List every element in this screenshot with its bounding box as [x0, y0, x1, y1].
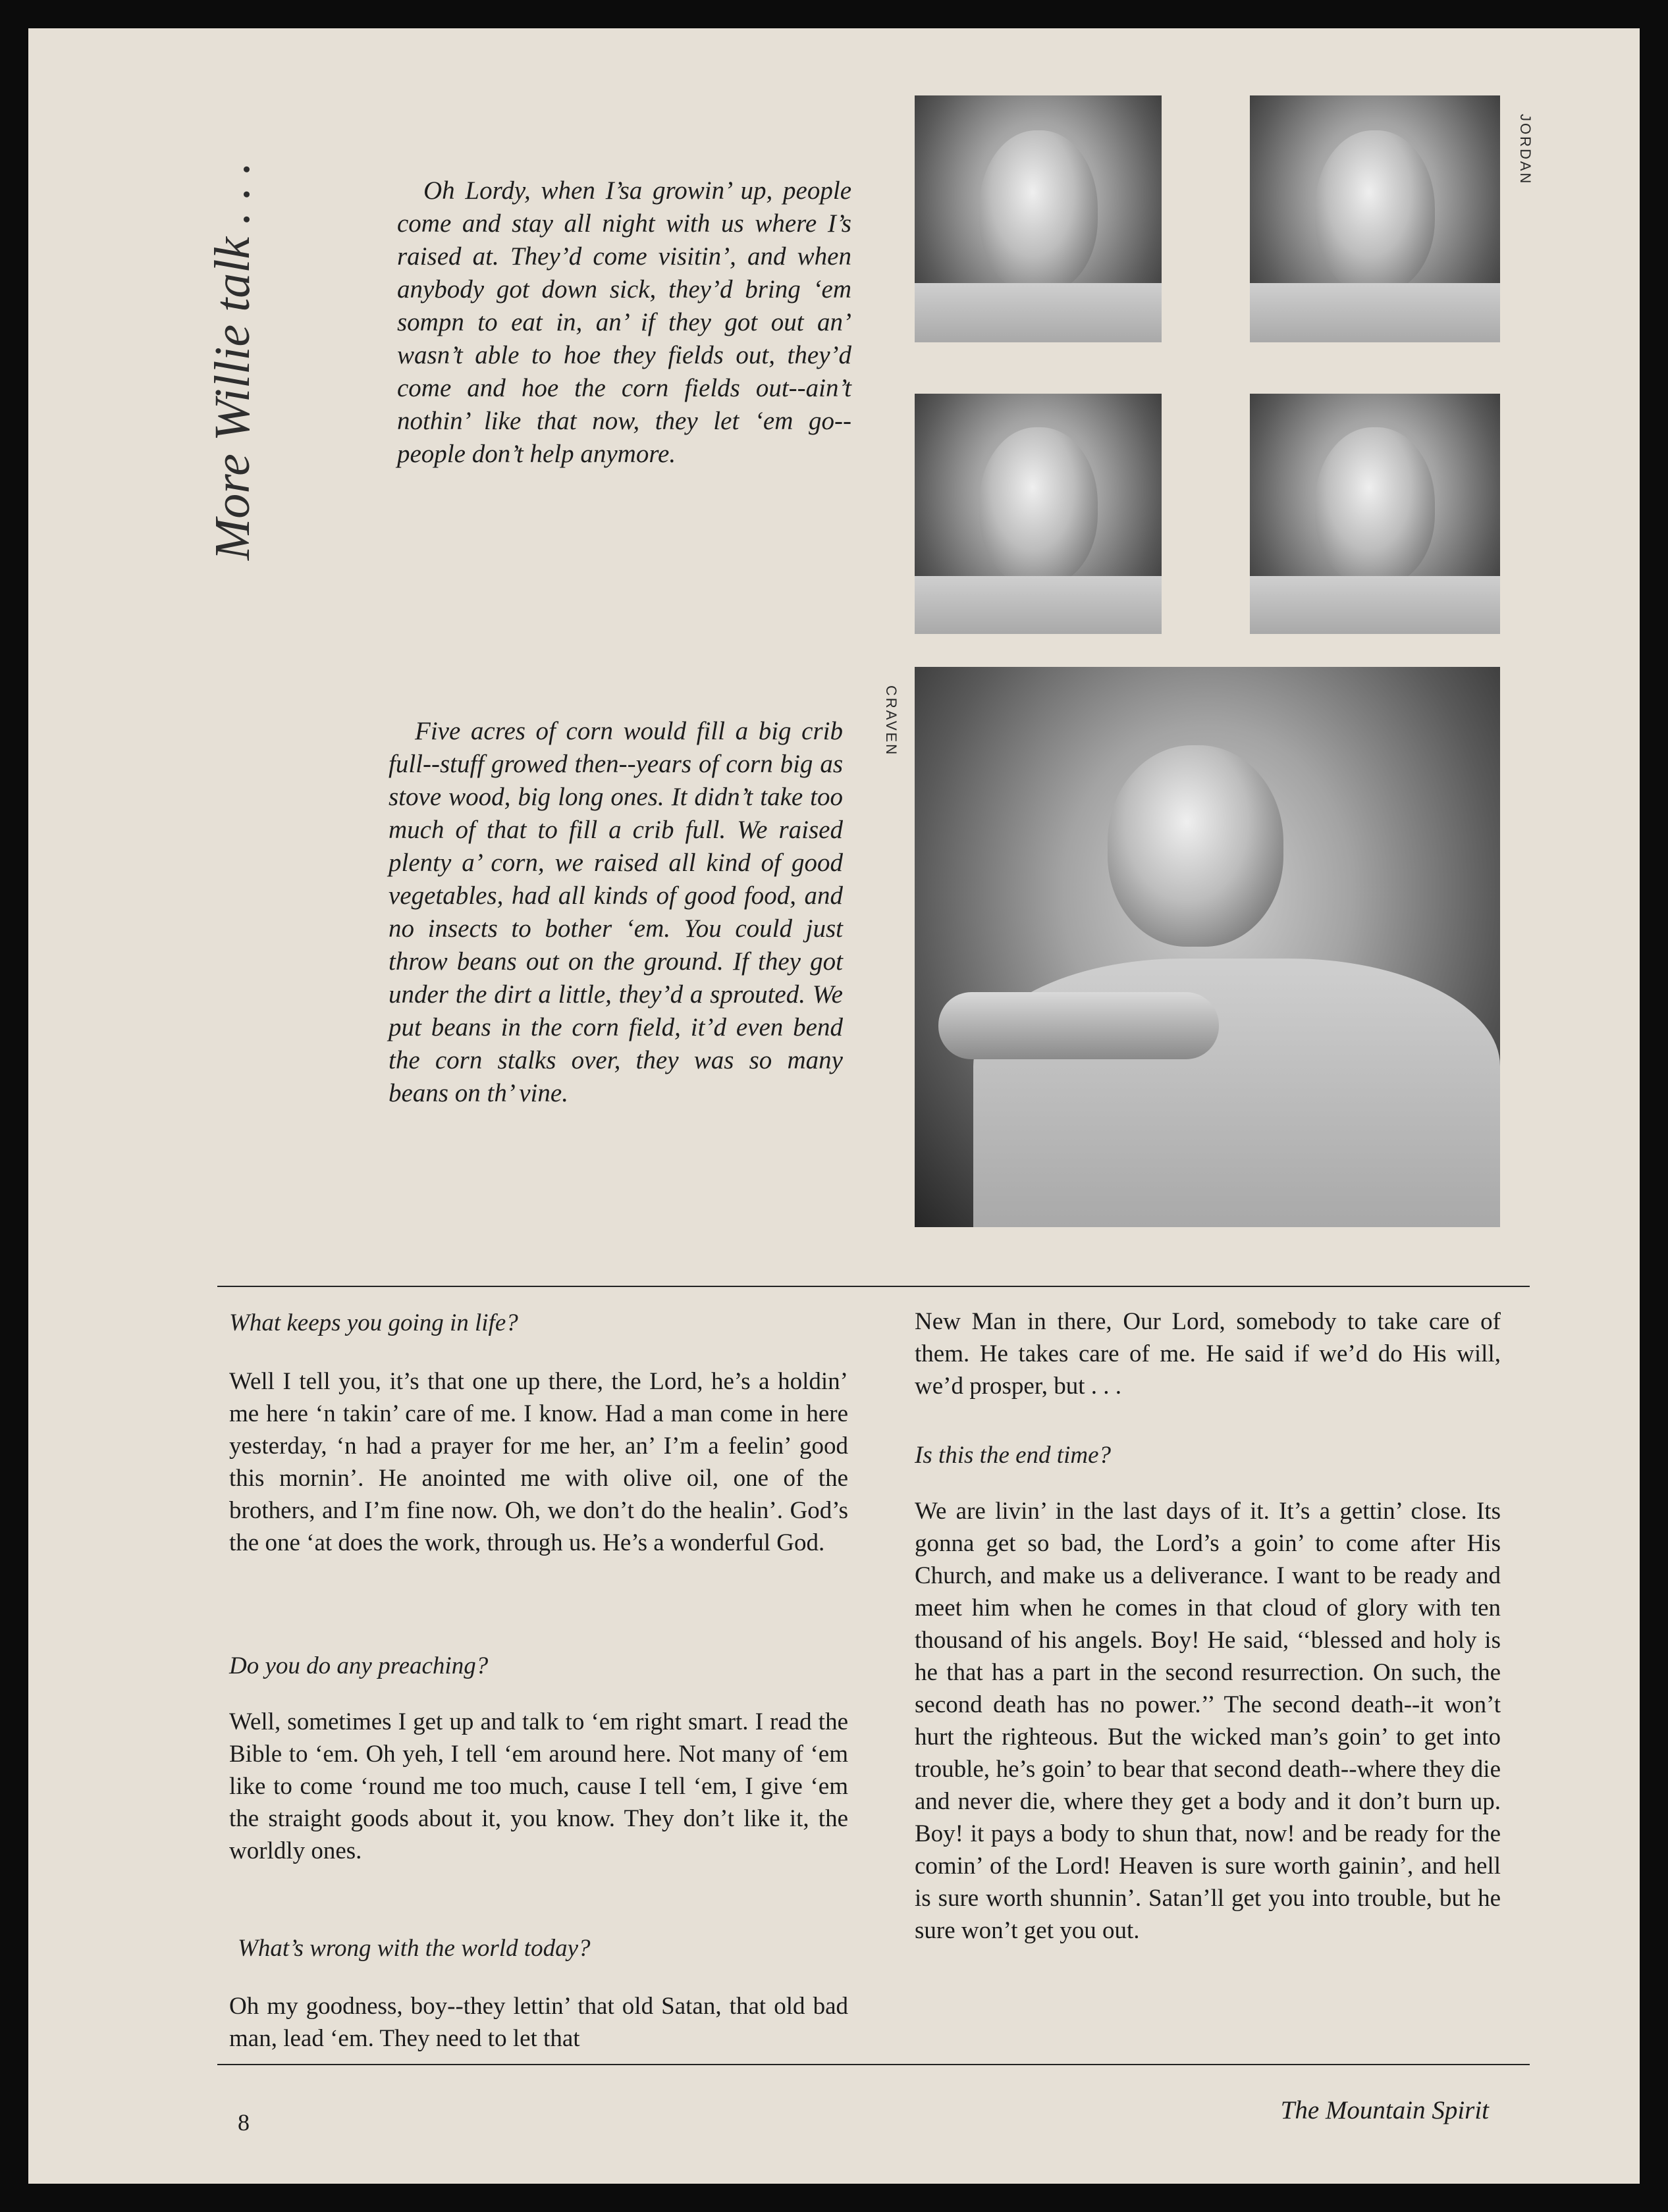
photo-credit-middle: CRAVEN — [883, 685, 900, 757]
answer-1: Well I tell you, it’s that one up there, the Lord, he’s a holdin’ me here ‘n takin’ care of me. I know. Had a man come in here yesterday, ‘n had a prayer for me her, an’ I’m a feelin’ good this mornin’. He anointed me with olive oil, one of the brothers, and I’m fine now. Oh, we don’t do the healin’. God’s the one ‘at does the work, through us. He’s a wonderful God. — [229, 1368, 848, 1556]
answer-2: Well, sometimes I get up and talk to ‘em right smart. I read the Bible to ‘em. Oh yeh, I tell ‘em around here. Not many of ‘em like to come ‘round me too much, cause I tell ‘em, I give ‘em the straight goods about it, you know. They don’t like it, the worldly ones. — [229, 1708, 848, 1864]
portrait-photo-1 — [915, 95, 1162, 342]
page-number: 8 — [238, 2109, 250, 2136]
portrait-photo-large — [915, 667, 1500, 1227]
portrait-photo-3 — [915, 394, 1162, 634]
magazine-page — [28, 28, 1640, 2184]
question-2: Do you do any preaching? — [229, 1652, 489, 1679]
question-1: What keeps you going in life? — [229, 1309, 518, 1336]
answer-3: Oh my goodness, boy--they lettin’ that old Satan, that old bad man, lead ‘em. They need to let that — [229, 1993, 848, 2052]
question-4: Is this the end time? — [915, 1442, 1112, 1469]
bottom-rule — [217, 2064, 1530, 2065]
portrait-photo-4 — [1250, 394, 1500, 634]
photo-credit-top: JORDAN — [1517, 114, 1534, 186]
question-3: What’s wrong with the world today? — [238, 1935, 591, 1962]
publication-name: The Mountain Spirit — [1280, 2096, 1489, 2124]
quote-first: Oh Lordy, when I’sa growin’ up, people come and stay all night with us where I’s raised at. They’d come visitin’, and when anybody got down sick, they’d bring ‘em sompn to eat in, an’ if they got out an’ wasn’t able to hoe they fields out, they’d come and hoe the corn fields out--ain’t nothin’ like that now, they let ‘em go--people don’t help anymore. — [397, 176, 851, 468]
section-title: More Willie talk . . . — [205, 161, 260, 560]
answer-3-continued: New Man in there, Our Lord, somebody to take care of them. He takes care of me. He said if we’d do His will, we’d prosper, but . . . — [915, 1308, 1501, 1400]
quote-second: Five acres of corn would fill a big crib full--stuff growed then--years of corn big as stove wood, big long ones. It didn’t take too much of that to fill a crib full. We raised plenty a’ corn, we raised all kind of good vegetables, had all kinds of good food, and no insects to bother ‘em. You could just throw beans out on the ground. If they got under the dirt a little, they’d a sprouted. We put beans in the corn field, it’d even bend the corn stalks over, they was so many beans on th’ vine. — [389, 717, 843, 1107]
portrait-photo-2 — [1250, 95, 1500, 342]
top-rule — [217, 1286, 1530, 1287]
answer-4: We are livin’ in the last days of it. It’s a gettin’ close. Its gonna get so bad, the Lord’s a goin’ to come after His Church, and make us a deliverance. I want to be ready and meet him when he comes in that cloud of glory with ten thousand of his angels. Boy! He said, ‘‘blessed and holy is he that has a part in the second resurrection. On such, the second death has no power.’’ The second death--it won’t hurt the righteous. But the wicked man’s goin’ to get into trouble, he’s goin’ to bear that second death--where they die and never die, where they get a body and it don’t burn up. Boy! it pays a body to shun that, now! and be ready for the comin’ of the Lord! Heaven is sure worth gainin’, and hell is sure worth shunnin’. Satan’ll get you into trouble, but he sure won’t get you out. — [915, 1498, 1501, 1944]
